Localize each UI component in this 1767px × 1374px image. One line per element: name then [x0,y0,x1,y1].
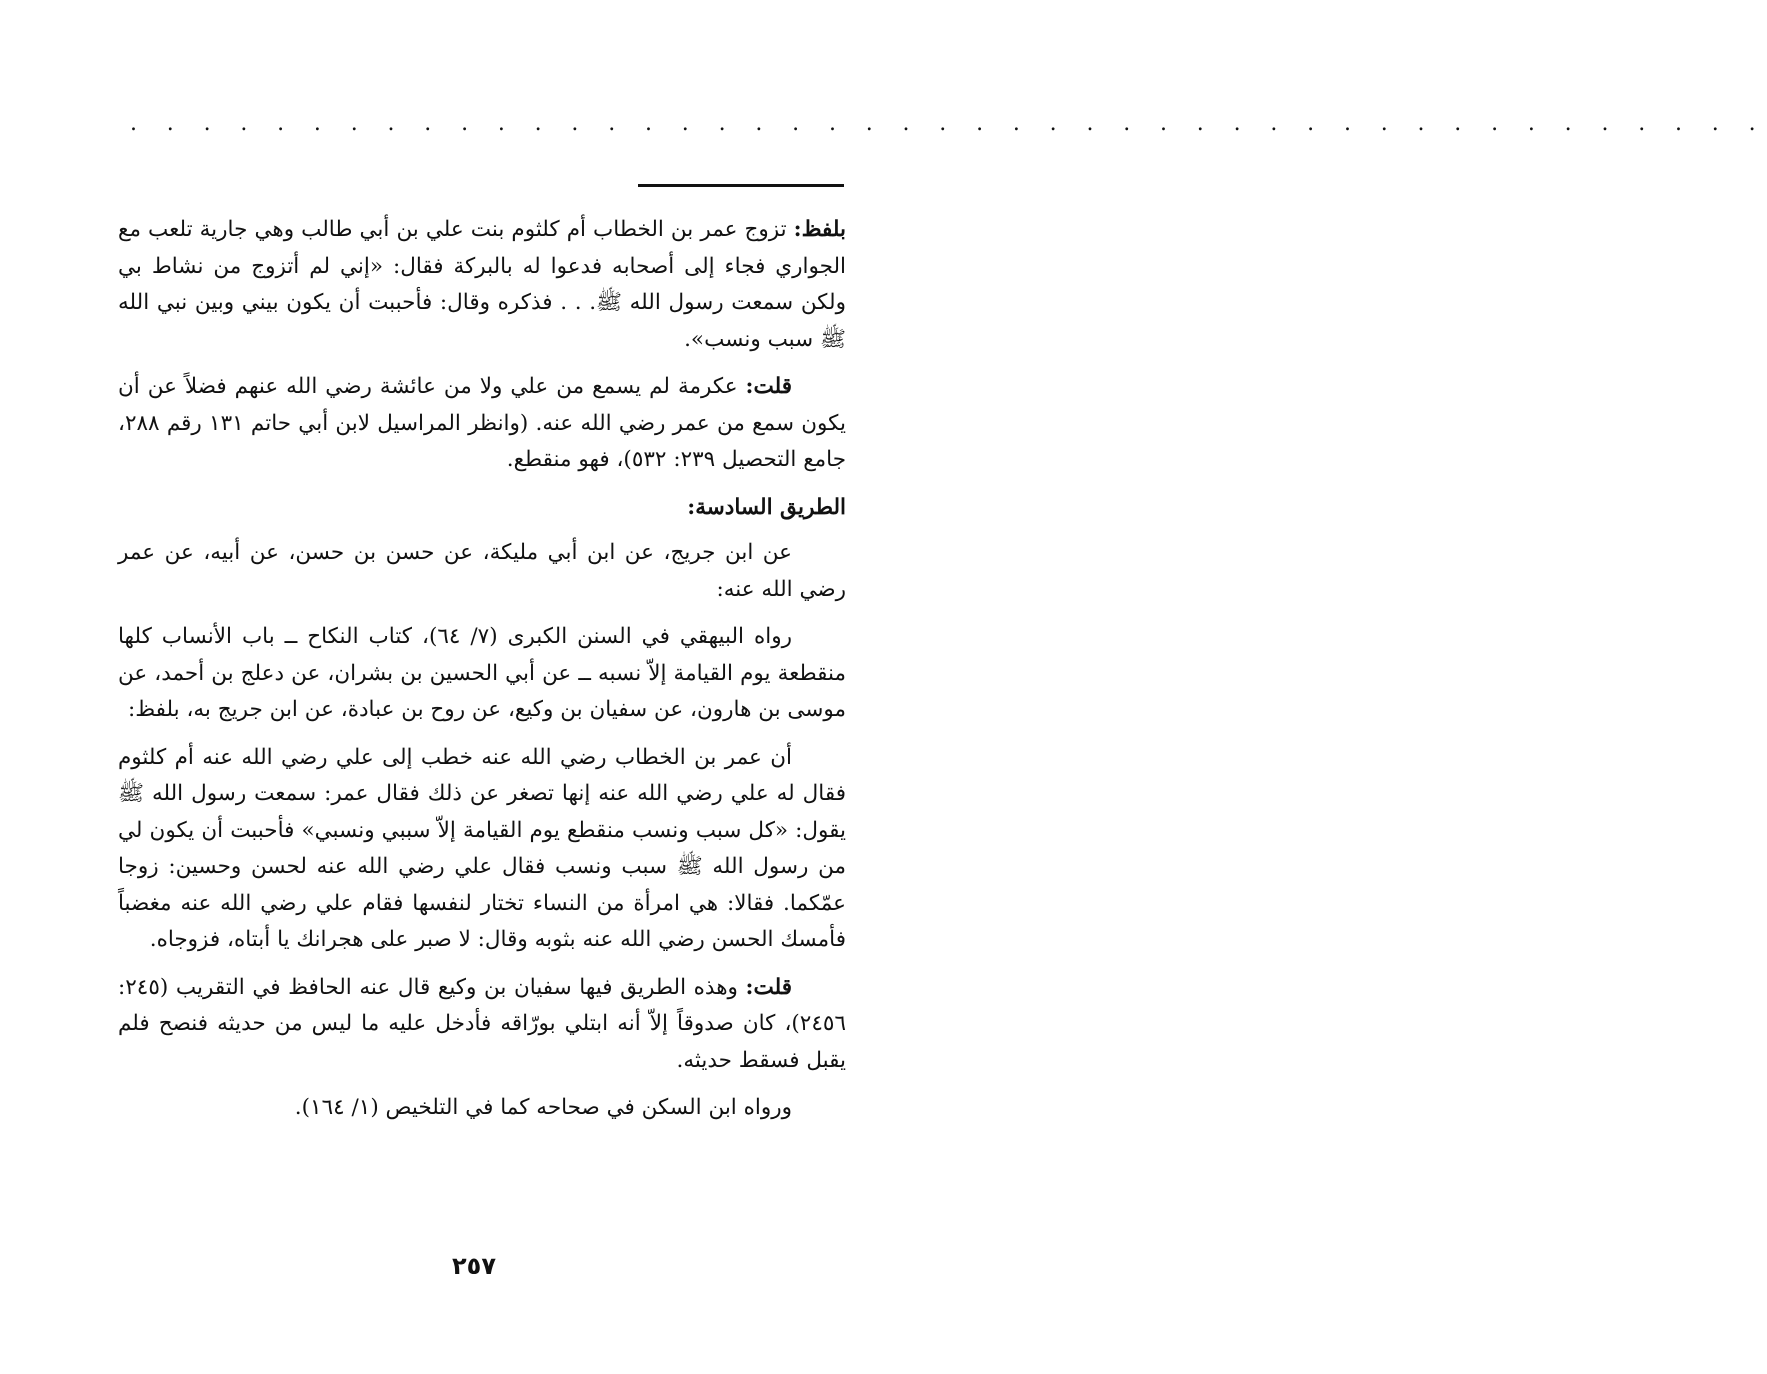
paragraph-3 [118,535,846,608]
paragraph-lead: قلت: [745,974,792,1000]
paragraph-text: أن عمر بن الخطاب رضي الله عنه خطب إلى علي رضي الله عنه أم كلثوم فقال له علي رضي الله عنه إنها تصغر عن ذلك فقال عمر: سمعت رسول الله ﷺ يقول: «كل سبب ونسب منقطع يوم القيامة إلاّ سببي ونسبي» فأحببت أن يكون لي من رسول الله ﷺ سبب ونسب فقال علي رضي الله عنه لحسن وحسين: زوجا عمّكما. فقالا: هي امرأة من النساء تختار لنفسها فقام علي رضي الله عنه مغضباً فأمسك الحسن رضي الله عنه بثوبه وقال: لا صبر على هجرانك يا أبتاه، فزوجاه. [118,744,846,952]
paragraph-text: تزوج عمر بن الخطاب أم كلثوم بنت علي بن أبي طالب وهي جارية تلعب مع الجواري فجاء إلى أصحابه فدعوا له بالبركة فقال: «إني لم أتزوج من نشاط بي ولكن سمعت رسول الله ﷺ. . . فذكره وقال: فأحببت أن يكون بيني وبين نبي الله ﷺ سبب ونسب». [118,217,846,352]
footnote-rule [638,184,844,187]
heading-text: الطريق السادسة: [687,494,846,520]
footnote-separator-dots: . . . . . . . . . . . . . . . . . . . . . . . . . . . . . . . . . . . . . . . . . . . . . [130,111,1767,136]
page-number: ٢٥٧ [452,1252,496,1280]
paragraph-1 [118,212,846,358]
paragraph-lead: بلفظ: [793,217,846,242]
paragraph-text: رواه البيهقي في السنن الكبرى (٧/ ٦٤)، كتاب النكاح ــ باب الأنساب كلها منقطعة يوم القيامة إلاّ نسبه ــ عن أبي الحسين بن بشران، عن دعلج بن أحمد، عن موسى بن هارون، عن سفيان بن وكيع، عن روح بن عبادة، عن ابن جريج به، بلفظ: [118,624,846,722]
paragraph-text: عن ابن جريج، عن ابن أبي مليكة، عن حسن بن حسن، عن أبيه، عن عمر رضي الله عنه: [118,540,846,602]
paragraph-text: وهذه الطريق فيها سفيان بن وكيع قال عنه الحافظ في التقريب (٢٤٥: ٢٤٥٦)، كان صدوقاً إلاّ أنه ابتلي بورّاقه فأدخل عليه ما ليس من حديثه فنصح فلم يقبل فسقط حديثه. [118,974,846,1073]
paragraph-6 [118,970,846,1080]
paragraph-7 [118,1090,846,1127]
paragraph-2 [118,369,846,479]
paragraph-lead: قلت: [745,374,792,399]
paragraph-4 [118,619,846,729]
paragraph-text: عكرمة لم يسمع من علي ولا من عائشة رضي الله عنهم فضلاً عن أن يكون سمع من عمر رضي الله عنه. (وانظر المراسيل لابن أبي حاتم ١٣١ رقم ٢٨٨، جامع التحصيل ٢٣٩: ٥٣٢)، فهو منقطع. [118,374,846,472]
section-heading [118,490,846,527]
paragraph-text: ورواه ابن السكن في صحاحه كما في التلخيص (١/ ١٦٤). [294,1095,792,1120]
paragraph-5 [118,740,846,959]
page-body [118,212,846,1138]
